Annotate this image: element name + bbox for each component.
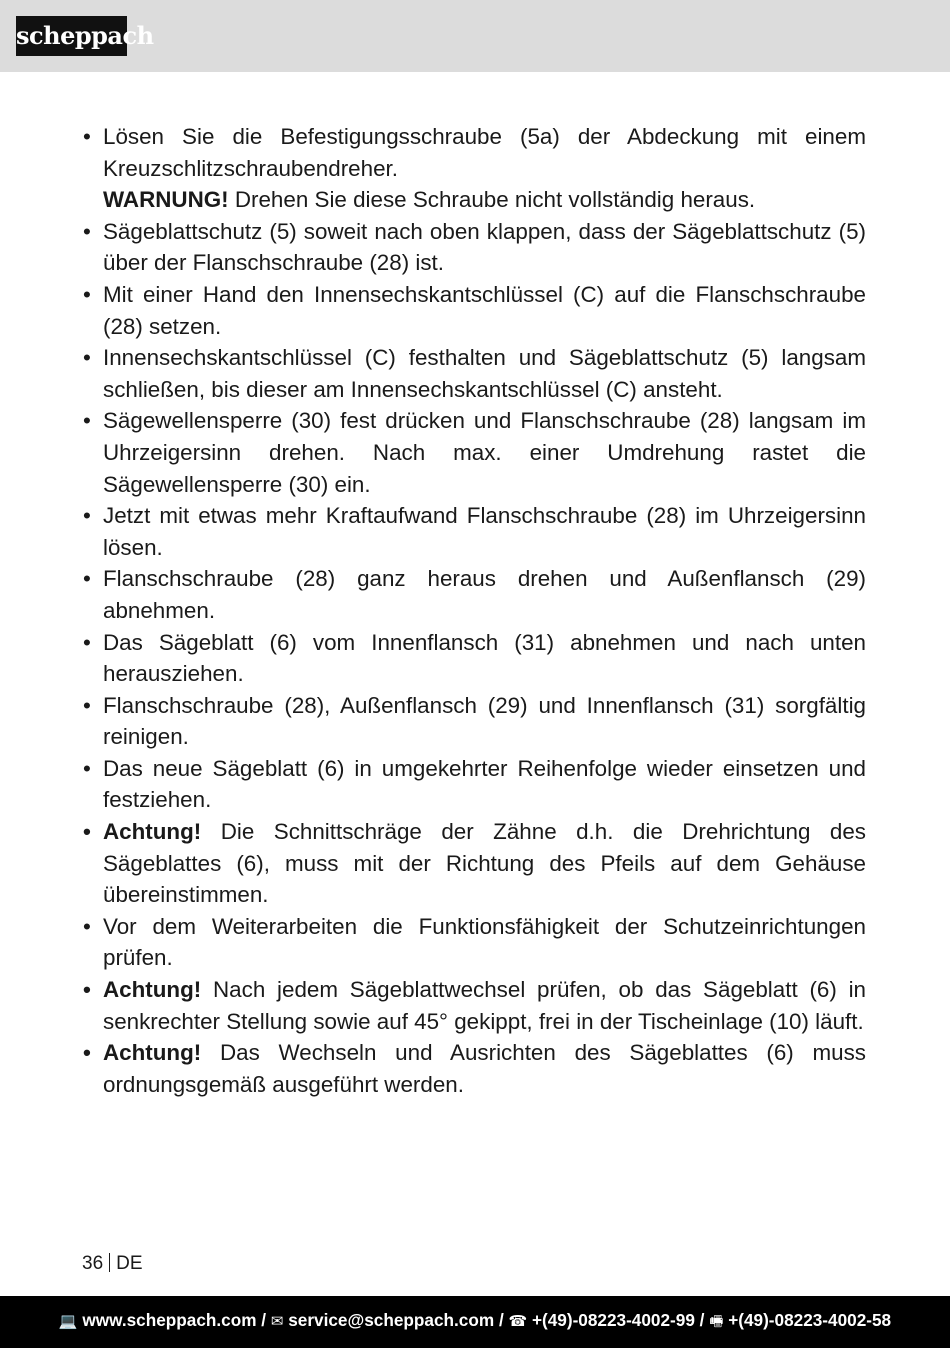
bullet-icon: •: [83, 755, 91, 781]
mail-icon: ✉: [270, 1312, 284, 1330]
bullet-icon: •: [83, 819, 91, 845]
bullet-icon: •: [83, 124, 91, 149]
list-item: • Sägewellensperre (30) fest drücken und Flanschschraube (28) langsam im Uhrzeigersinn drehen. Nach max. einer Umdrehung rastet die Sägewellensperre (30) ein.: [82, 405, 866, 500]
caution-label: Achtung!: [103, 819, 202, 845]
list-item-caution: • Achtung! Die Schnittschräge der Zähne d.h. die Drehrichtung des Sägeblattes (6), muss mit der Richtung des Pfeils auf dem Gehäuse übereinstimmen.: [82, 816, 866, 911]
list-item: • Mit einer Hand den Innensechskantschlüssel (C) auf die Flanschschraube (28) setzen.: [82, 279, 866, 342]
warning-label: WARNUNG!: [103, 187, 229, 213]
bullet-icon: •: [83, 913, 91, 939]
list-item: • Lösen Sie die Befestigungsschraube (5a) der Abdeckung mit einem Kreuzschlitzschraubendreher.: [82, 121, 866, 184]
scheppach-logo: scheppach: [16, 16, 127, 56]
list-item: • Vor dem Weiterarbeiten die Funktionsfähigkeit der Schutzeinrichtungen prüfen.: [82, 911, 866, 974]
list-item: • Sägeblattschutz (5) soweit nach oben klappen, dass der Sägeblattschutz (5) über der Flanschschraube (28) ist.: [82, 216, 866, 279]
page-footer: [0, 1296, 950, 1348]
bullet-icon: •: [83, 629, 91, 655]
footer-separator: /: [498, 1310, 504, 1330]
list-item: • Flanschschraube (28) ganz heraus drehen und Außenflansch (29) abnehmen.: [82, 563, 866, 626]
instruction-list: [82, 121, 866, 1100]
bullet-icon: •: [83, 408, 91, 434]
bullet-icon: •: [83, 566, 91, 592]
footer-separator: /: [699, 1310, 705, 1330]
footer-email[interactable]: service@scheppach.com: [288, 1310, 495, 1330]
bullet-icon: •: [83, 1040, 91, 1066]
page-number-value: 36: [82, 1253, 104, 1274]
caution-label: Achtung!: [103, 1040, 202, 1066]
computer-icon: 💻: [58, 1312, 78, 1330]
bullet-icon: •: [83, 345, 91, 371]
bullet-icon: •: [83, 218, 91, 244]
list-item: • Innensechskantschlüssel (C) festhalten und Sägeblattschutz (5) langsam schließen, bis dieser am Innensechskantschlüssel (C) ansteht.: [82, 342, 866, 405]
bullet-icon: •: [83, 503, 91, 529]
warning-note: WARNUNG! Drehen Sie diese Schraube nicht vollständig heraus.: [103, 187, 756, 213]
bullet-icon: •: [83, 281, 91, 307]
list-item-caution: • Achtung! Nach jedem Sägeblattwechsel prüfen, ob das Sägeblatt (6) in senkrechter Stellung sowie auf 45° gekippt, frei in der Tischeinlage (10) läuft.: [82, 974, 866, 1037]
footer-phone: +(49)-08223-4002-99: [531, 1310, 695, 1330]
bullet-icon: •: [83, 692, 91, 718]
phone-icon: ☎: [508, 1312, 528, 1330]
page-header: [0, 0, 950, 72]
footer-separator: /: [261, 1310, 267, 1330]
page-number-divider: [109, 1253, 110, 1272]
bullet-icon: •: [83, 977, 91, 1003]
footer-website[interactable]: www.scheppach.com: [82, 1310, 257, 1330]
caution-label: Achtung!: [103, 977, 202, 1003]
page-language: DE: [116, 1253, 143, 1274]
fax-icon: 🖷: [709, 1312, 724, 1330]
footer-fax: +(49)-08223-4002-58: [728, 1310, 892, 1330]
list-item: • Das Sägeblatt (6) vom Innenflansch (31) abnehmen und nach unten herausziehen.: [82, 627, 866, 690]
page-number: [82, 1252, 143, 1276]
list-item-caution: • Achtung! Das Wechseln und Ausrichten des Sägeblattes (6) muss ordnungsgemäß ausgeführt werden.: [82, 1037, 866, 1100]
list-item: • Das neue Sägeblatt (6) in umgekehrter Reihenfolge wieder einsetzen und festziehen.: [82, 753, 866, 816]
list-item: • Jetzt mit etwas mehr Kraftaufwand Flanschschraube (28) im Uhrzeigersinn lösen.: [82, 500, 866, 563]
list-item: • Flanschschraube (28), Außenflansch (29) und Innenflansch (31) sorgfältig reinigen.: [82, 690, 866, 753]
